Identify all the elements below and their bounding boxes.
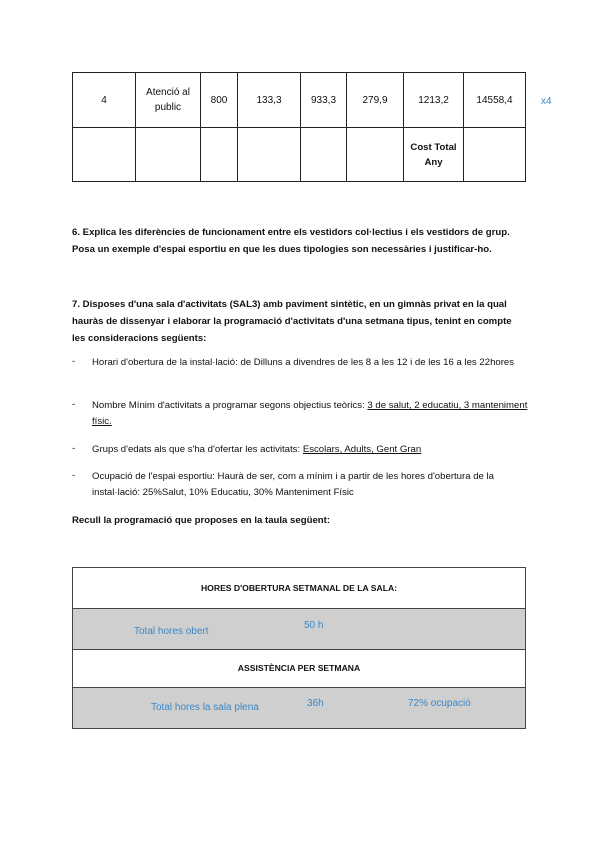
cell <box>301 128 347 182</box>
bullet-dash: - <box>72 356 76 367</box>
cell <box>238 128 301 182</box>
table-row <box>73 128 526 182</box>
cell <box>73 128 136 182</box>
bullet-min-activities <box>92 398 532 430</box>
total-open-label: Total hores obert <box>134 626 209 637</box>
full-hours-value: 36h <box>307 698 324 709</box>
attendance-header: ASSISTÈNCIA PER SETMANA <box>73 650 525 688</box>
table-row <box>73 73 526 128</box>
summary-table <box>72 567 526 729</box>
cell: 133,3 <box>238 73 301 128</box>
bullet-opening-hours: Horari d'obertura de la instal·lació: de Dilluns a divendres de les 8 a les 12 i de les 16 a les 22hores <box>92 357 515 368</box>
bullet-age-groups <box>92 442 532 458</box>
occupancy-value: 72% ocupació <box>408 698 471 709</box>
opening-hours-header: HORES D'OBERTURA SETMANAL DE LA SALA: <box>73 568 525 609</box>
activities-detail: 3 de salut, 2 educatiu, 3 manteniment físic. <box>92 400 528 427</box>
cell: 800 <box>201 73 238 128</box>
bullet-text: Nombre Mínim d'activitats a programar segons objectius teòrics: <box>92 400 368 411</box>
opening-hours-row <box>73 609 525 650</box>
cell <box>347 128 404 182</box>
total-open-value: 50 h <box>304 620 324 631</box>
cost-total-label: Cost Total Any <box>404 128 464 182</box>
bullet-dash: - <box>72 443 76 454</box>
cell: 933,3 <box>301 73 347 128</box>
cost-table <box>72 72 526 182</box>
cell <box>136 128 201 182</box>
question-7-intro: 7. Disposes d'una sala d'activitats (SAL3) amb paviment sintètic, en un gimnàs privat en la qual hauràs de dissenyar i elaborar la programació d'activitats d'una setmana tipus, tenint en compte les consideracions següents: <box>72 299 512 344</box>
age-groups-detail: Escolars, Adults, Gent Gran <box>302 444 422 455</box>
cell: 14558,4 <box>464 73 526 128</box>
bullet-dash: - <box>72 399 76 410</box>
cell <box>201 128 238 182</box>
bullet-text: Grups d'edats als que s'ha d'ofertar les activitats: <box>92 444 303 455</box>
cell: 1213,2 <box>404 73 464 128</box>
bullet-occupancy: Ocupació de l'espai esportiu: Haurà de ser, com a mínim i a partir de les hores d'obertura de la instal·lació: 25%Salut, 10% Educatiu, 30% Manteniment Físic <box>92 471 495 498</box>
side-note: x4 <box>541 96 552 107</box>
cell: 279,9 <box>347 73 404 128</box>
recull-instruction: Recull la programació que proposes en la taula següent: <box>72 515 331 526</box>
attendance-row <box>73 688 525 728</box>
bullet-dash: - <box>72 470 76 481</box>
question-6: 6. Explica les diferències de funcionament entre els vestidors col·lectius i els vestidors de grup. Posa un exemple d'espai esportiu en que les dues tipologies son necessàries i justificar-ho. <box>72 227 510 255</box>
cell <box>464 128 526 182</box>
cell: 4 <box>73 73 136 128</box>
cell: Atenció al public <box>136 73 201 128</box>
full-hours-label: Total hores la sala plena <box>151 702 259 713</box>
